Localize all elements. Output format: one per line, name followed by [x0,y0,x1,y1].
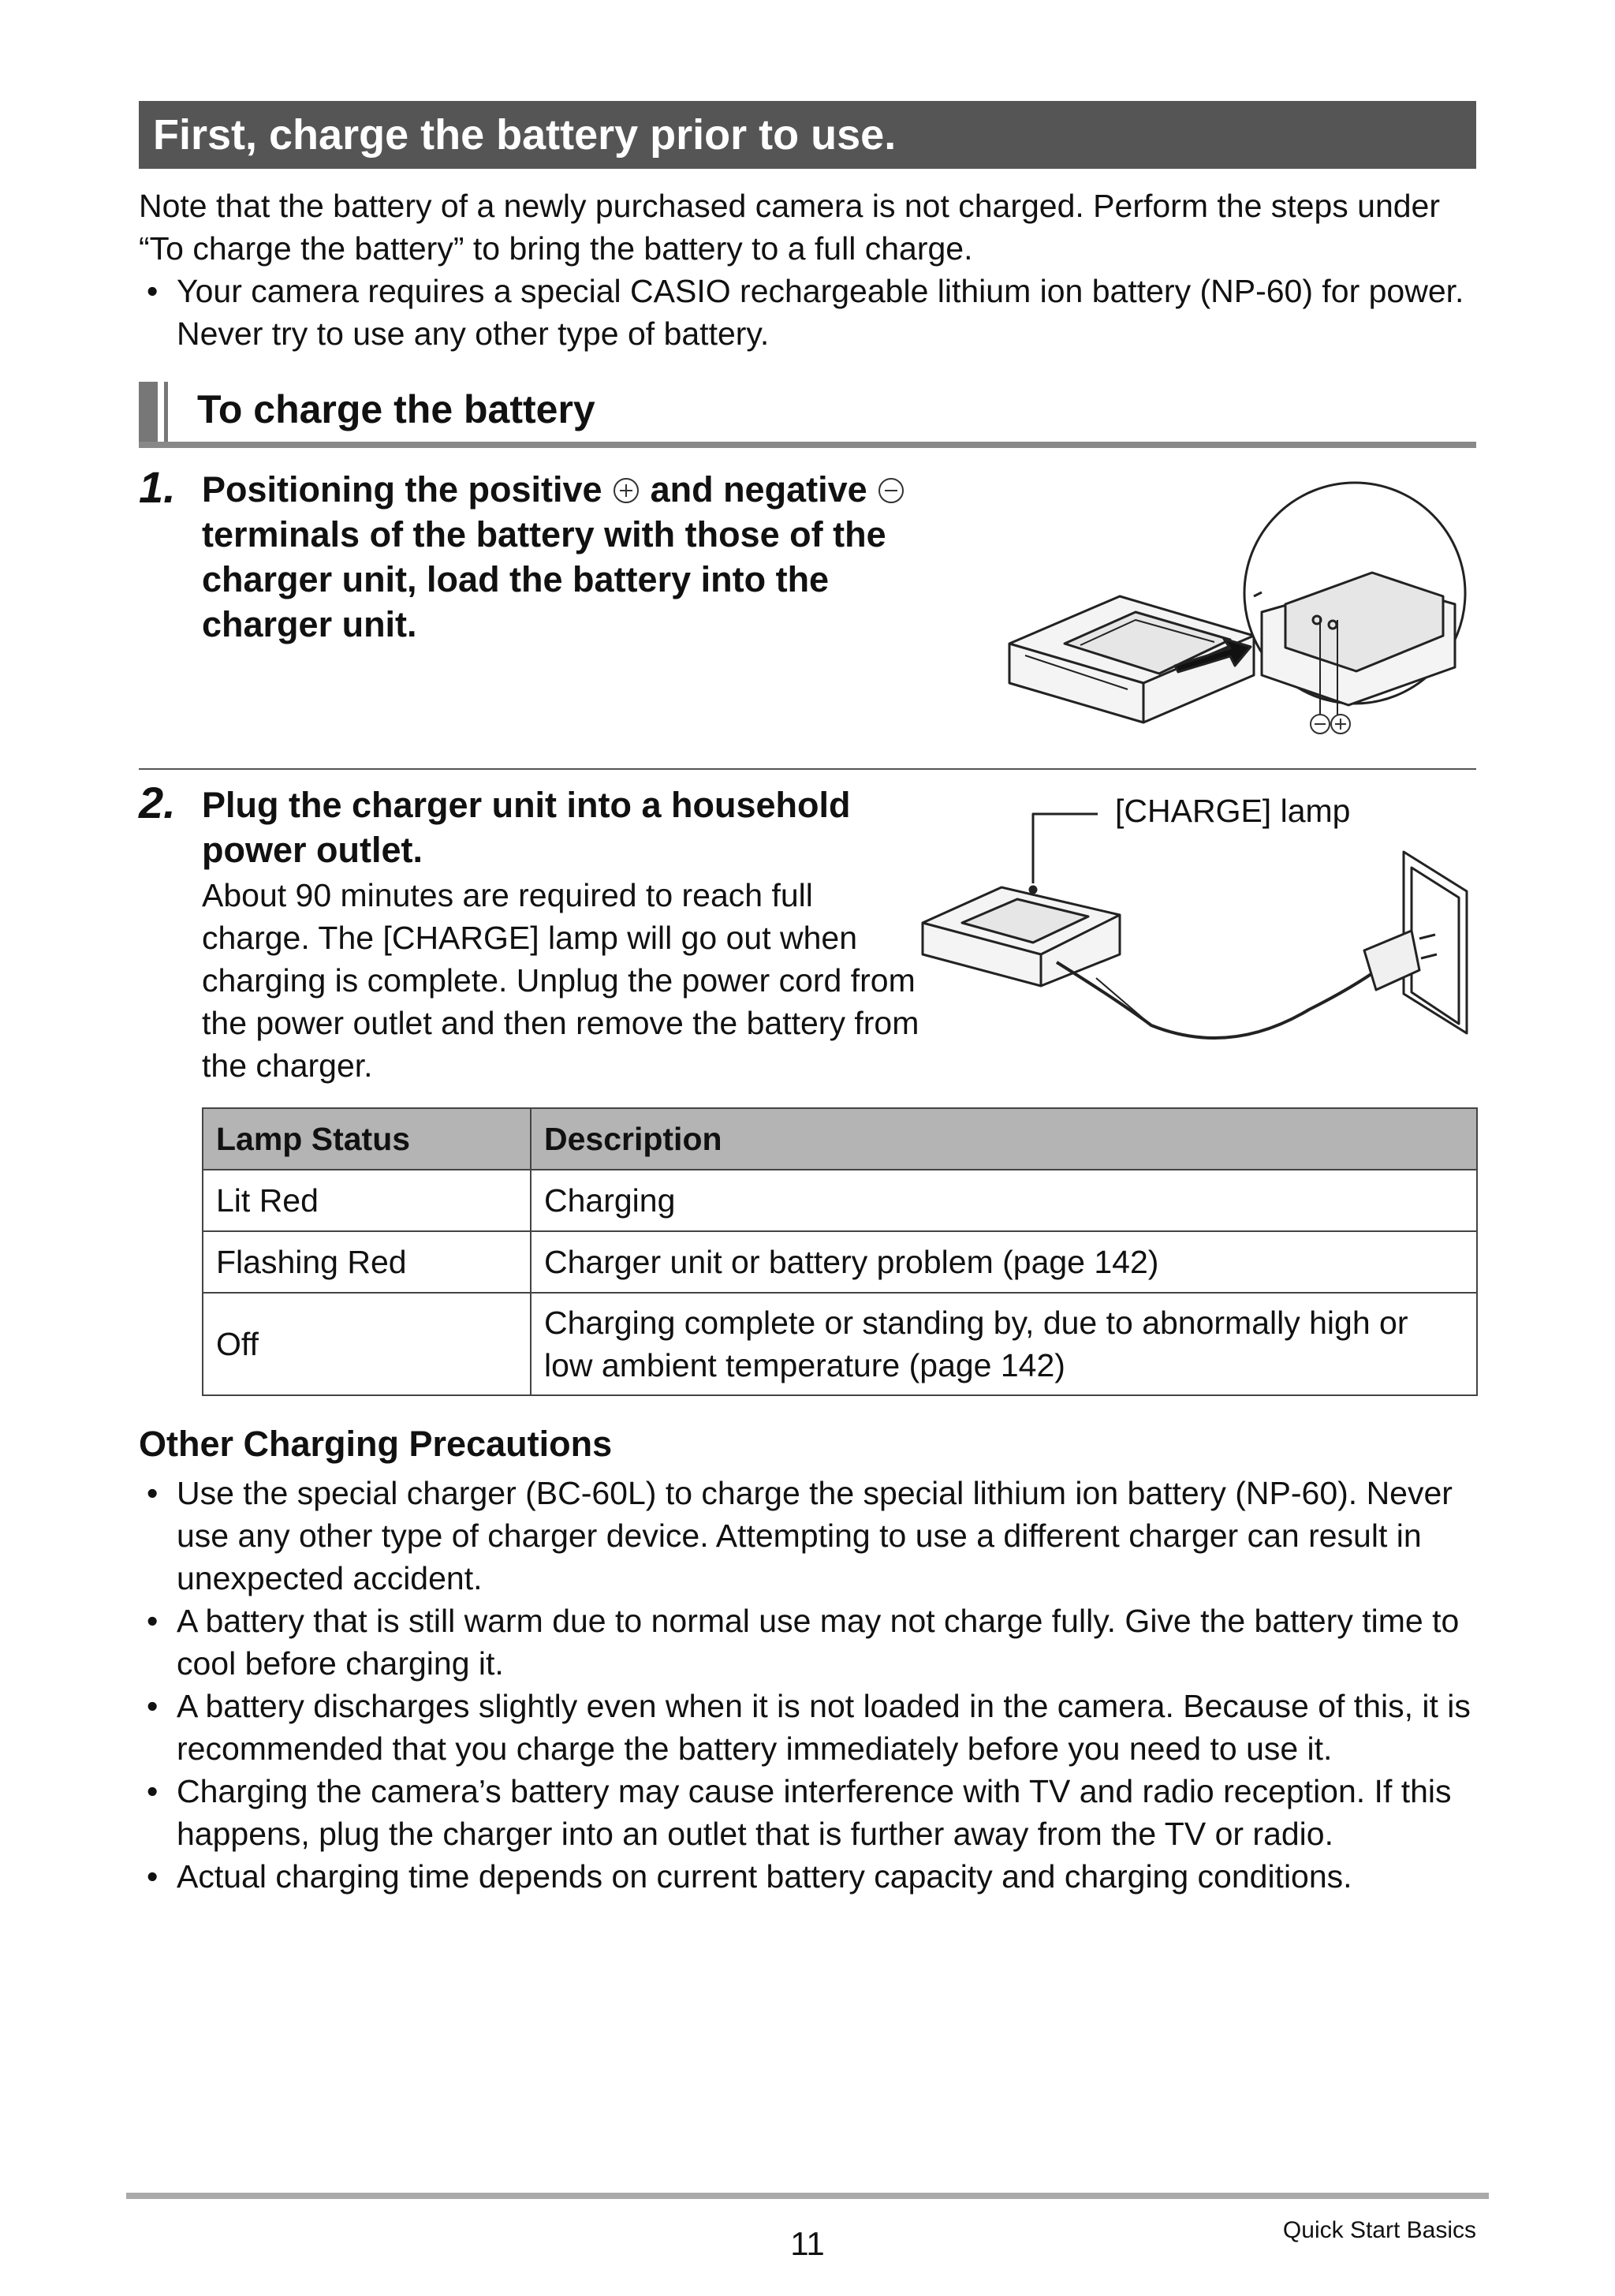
step-2-number: 2. [139,778,176,827]
table-cell-description: Charging complete or standing by, due to abnormally high or low ambient temperature (page 142) [531,1293,1477,1395]
section-underline [139,442,1476,448]
list-item: • Use the special charger (BC-60L) to charge the special lithium ion battery (NP-60). Never use any other type of charger device. Attempting to use a different charger can result in unexpected accident. [139,1472,1479,1600]
negative-terminal-icon [878,478,904,503]
battery-charger-illustration [1001,478,1483,765]
table-row [203,1170,1477,1231]
charger-outlet-illustration [915,797,1483,1096]
table-row [203,1231,1477,1293]
section-heading [139,382,1476,446]
table-cell-status: Lit Red [203,1170,531,1231]
table-row [203,1293,1477,1395]
intro-bullet: • Your camera requires a special CASIO rechargeable lithium ion battery (NP-60) for power. Never try to use any other type of battery. [139,270,1479,355]
section-title: To charge the battery [197,387,595,431]
table-header-lamp-status: Lamp Status [203,1108,531,1170]
footer-rule [126,2193,1489,2199]
table-header-row [203,1108,1477,1170]
step-divider [139,768,1476,770]
step-2-heading: Plug the charger unit into a household power outlet. [202,785,851,870]
precautions-list [139,1472,1479,1898]
lamp-status-table [202,1107,1478,1396]
section-heading-bar [139,382,158,445]
page-number: 11 [790,2225,825,2262]
step-1-text [202,467,943,647]
step-1-text-a: Positioning the positive [202,469,602,510]
table-cell-description: Charging [531,1170,1477,1231]
positive-terminal-icon [614,478,639,503]
intro-text: Note that the battery of a newly purchased camera is not charged. Perform the steps under “To charge the battery” to bring the battery to a full charge. [139,188,1441,267]
list-item: • Actual charging time depends on current battery capacity and charging conditions. [139,1855,1479,1898]
step-1-text-c: terminals of the battery with those of the charger unit, load the battery into the charger unit. [202,514,886,644]
section-heading-bar-thin [164,382,168,445]
page-title: First, charge the battery prior to use. [139,101,1476,169]
step-1-text-b: and negative [650,469,867,510]
table-header-description: Description [531,1108,1477,1170]
list-item: • A battery discharges slightly even when it is not loaded in the camera. Because of this, it is recommended that you charge the battery immediately before you need to use it. [139,1685,1479,1770]
step-2-body: About 90 minutes are required to reach full charge. The [CHARGE] lamp will go out when charging is complete. Unplug the power cord from the power outlet and then remove the battery from the charger. [202,877,919,1084]
footer-section-name: Quick Start Basics [1282,2217,1476,2243]
list-item: • Charging the camera’s battery may cause interference with TV and radio reception. If this happens, plug the charger into an outlet that is further away from the TV or radio. [139,1770,1479,1855]
charge-lamp-label: [CHARGE] lamp [1115,793,1351,829]
intro-block [139,185,1479,355]
table-cell-description: Charger unit or battery problem (page 142) [531,1231,1477,1293]
step-1-number: 1. [139,462,176,512]
table-cell-status: Off [203,1293,531,1395]
table-cell-status: Flashing Red [203,1231,531,1293]
list-item: • A battery that is still warm due to normal use may not charge fully. Give the battery time to cool before charging it. [139,1600,1479,1685]
precautions-title: Other Charging Precautions [139,1424,613,1464]
